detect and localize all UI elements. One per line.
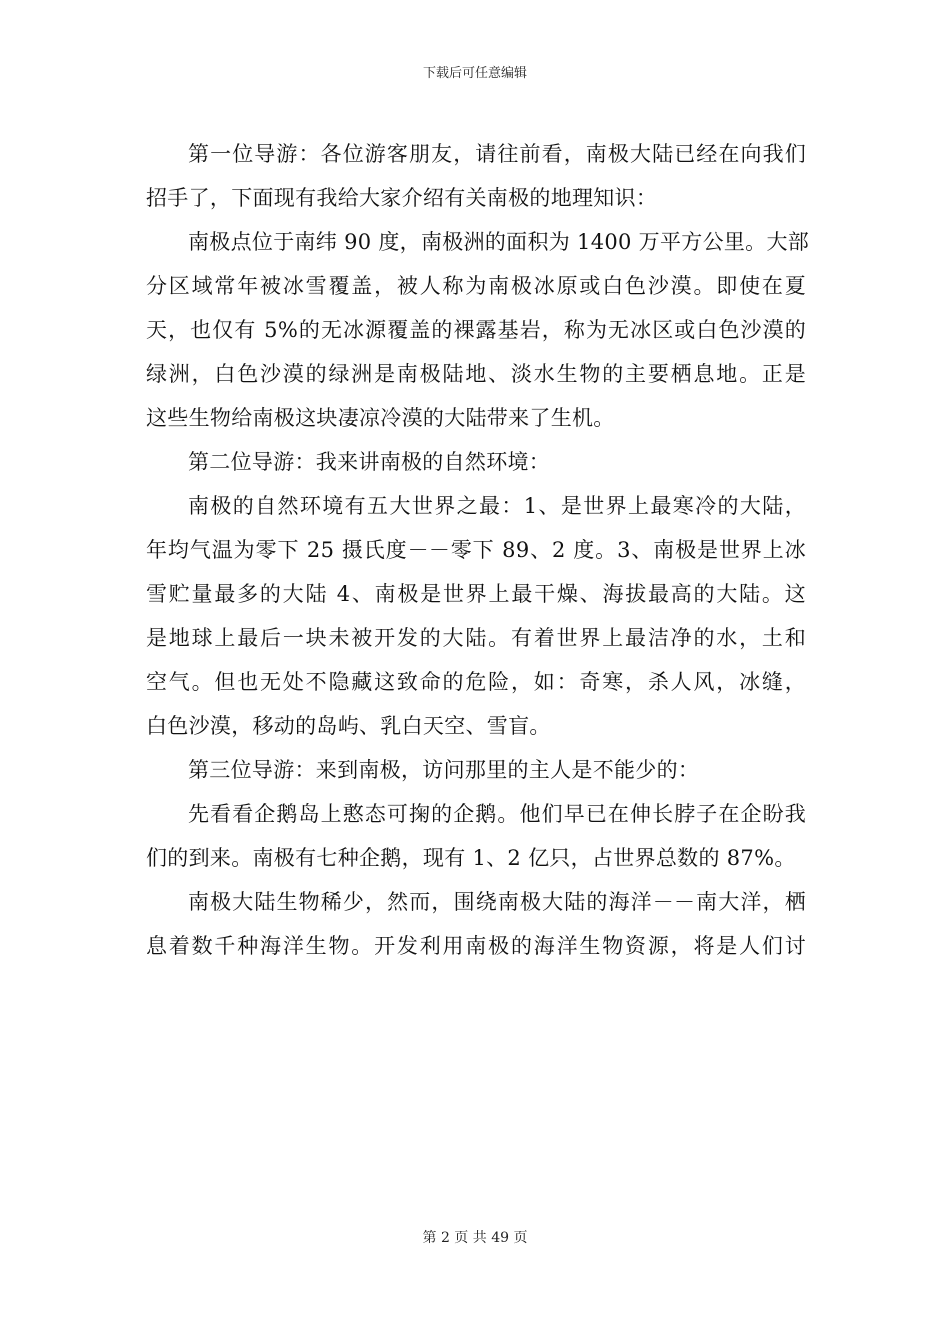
paragraph-guide-two-intro: [146, 440, 806, 484]
text-line: 第三位导游：来到南极，访问那里的主人是不能少的：: [188, 758, 700, 782]
paragraph-penguins: [146, 792, 806, 880]
text-line: 空气。但也无处不隐藏这致命的危险，如：奇寒，杀人风，冰缝，: [146, 670, 806, 694]
text-line: 年均气温为零下 25 摄氏度－－零下 89、2 度。3、南极是世界上冰: [146, 538, 806, 562]
text-line: 先看看企鹅岛上憨态可掬的企鹅。他们早已在伸长脖子在企盼我: [188, 802, 806, 826]
paragraph-geography: [146, 220, 810, 440]
text-line: 是地球上最后一块未被开发的大陆。有着世界上最洁净的水，土和: [146, 626, 806, 650]
page-footer: 第 2 页 共 49 页: [422, 1230, 528, 1246]
text-line: 白色沙漠，移动的岛屿、乳白天空、雪盲。: [146, 714, 551, 738]
text-line: 分区域常年被冰雪覆盖，被人称为南极冰原或白色沙漠。即使在夏: [146, 274, 806, 298]
text-line: 第二位导游：我来讲南极的自然环境：: [188, 450, 551, 474]
text-line: 第一位导游：各位游客朋友，请往前看，南极大陆已经在向我们: [188, 142, 806, 166]
paragraph-guide-three-intro: [146, 748, 806, 792]
text-line: 南极大陆生物稀少，然而，围绕南极大陆的海洋－－南大洋，栖: [188, 890, 806, 914]
text-line: 招手了，下面现有我给大家介绍有关南极的地理知识：: [146, 186, 658, 210]
text-line: 息着数千种海洋生物。开发利用南极的海洋生物资源，将是人们讨: [146, 934, 806, 958]
paragraph-guide-one-intro: [146, 132, 806, 220]
text-line: 南极点位于南纬 90 度，南极洲的面积为 1400 万平方公里。大部: [188, 230, 810, 254]
text-line: 雪贮量最多的大陆 4、南极是世界上最干燥、海拔最高的大陆。这: [146, 582, 806, 606]
text-line: 这些生物给南极这块凄凉冷漠的大陆带来了生机。: [146, 406, 615, 430]
paragraph-environment: [146, 484, 806, 748]
document-body: [146, 132, 810, 968]
page-header: 下载后可任意编辑: [422, 66, 527, 81]
paragraph-marine-life: [146, 880, 806, 968]
text-line: 南极的自然环境有五大世界之最：1、是世界上最寒冷的大陆，: [188, 494, 806, 518]
text-line: 们的到来。南极有七种企鹅，现有 1、2 亿只，占世界总数的 87%。: [146, 846, 796, 870]
text-line: 天，也仅有 5%的无冰源覆盖的裸露基岩，称为无冰区或白色沙漠的: [146, 318, 806, 342]
text-line: 绿洲，白色沙漠的绿洲是南极陆地、淡水生物的主要栖息地。正是: [146, 362, 806, 386]
